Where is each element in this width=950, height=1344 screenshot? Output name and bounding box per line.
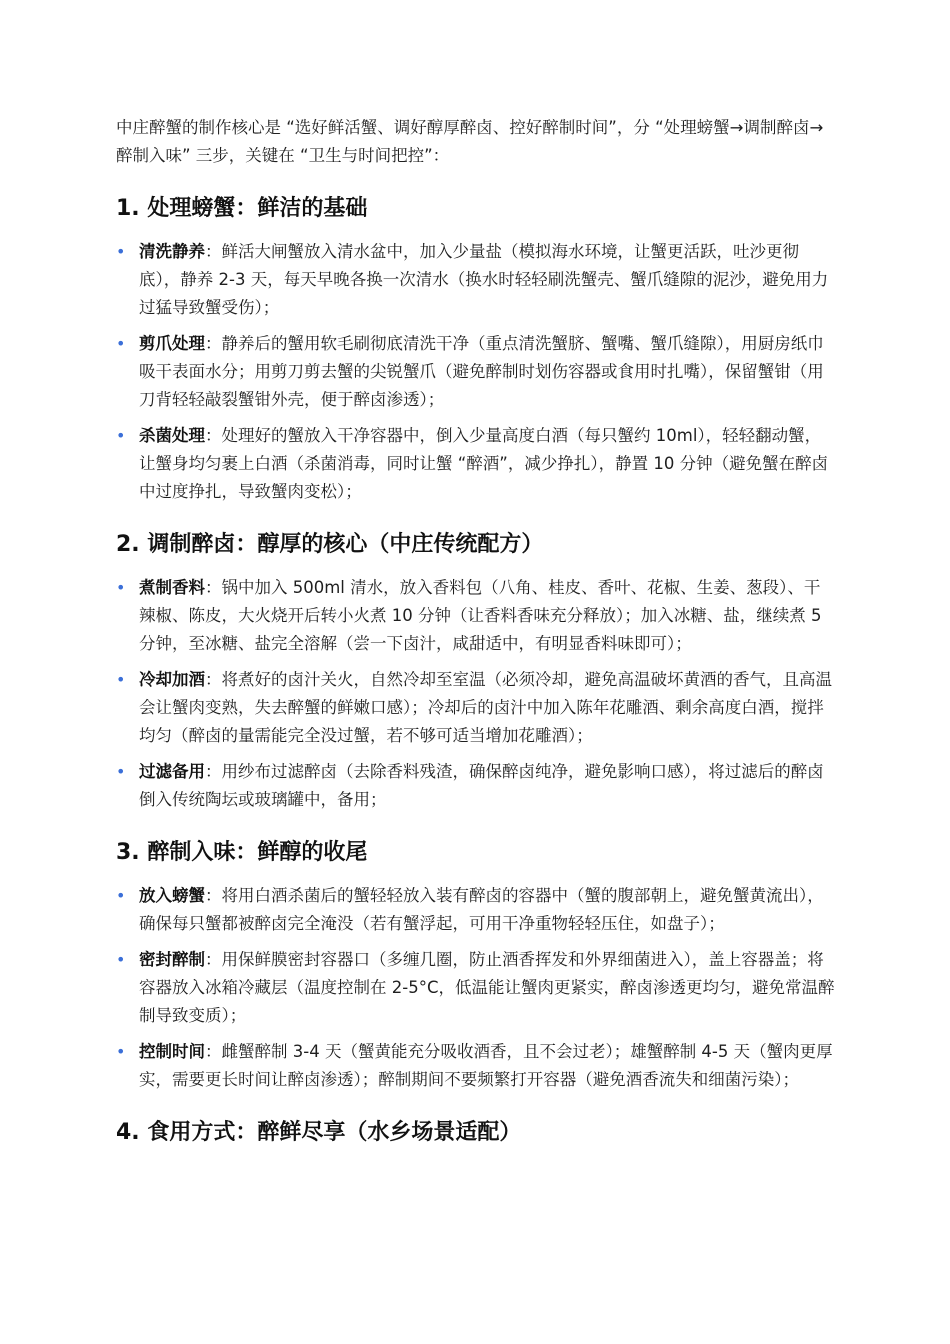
section-list-3 [116, 882, 835, 1094]
list-item [116, 758, 835, 814]
section-heading-4: 4. 食用方式：醉鲜尽享（水乡场景适配） [116, 1120, 522, 1145]
item-term: 杀菌处理 [139, 426, 205, 445]
item-text: ：处理好的蟹放入干净容器中，倒入少量高度白酒（每只蟹约 10ml），轻轻翻动蟹，让蟹身均匀裹上白酒（杀菌消毒，同时让蟹 “醉酒”，减少挣扎），静置 10 分钟（避免蟹在醉卤中过度挣扎，导致蟹肉变松）； [139, 426, 829, 501]
list-item [116, 574, 835, 658]
section-list-2 [116, 574, 835, 814]
list-item [116, 238, 835, 322]
bullet-icon: • [116, 762, 126, 781]
item-text: ：静养后的蟹用软毛刷彻底清洗干净（重点清洗蟹脐、蟹嘴、蟹爪缝隙），用厨房纸巾吸干表面水分；用剪刀剪去蟹的尖锐蟹爪（避免醉制时划伤容器或食用时扎嘴），保留蟹钳（用刀背轻轻敲裂蟹钳外壳，便于醉卤渗透）； [139, 334, 824, 409]
item-term: 放入螃蟹 [139, 886, 205, 905]
bullet-icon: • [116, 426, 126, 445]
item-text: ：用保鲜膜密封容器口（多缠几圈，防止酒香挥发和外界细菌进入），盖上容器盖；将容器放入冰箱冷藏层（温度控制在 2-5°C，低温能让蟹肉更紧实，醉卤渗透更均匀，避免常温醉制导致变质）； [139, 950, 835, 1025]
item-term: 控制时间 [139, 1042, 205, 1061]
section-heading-1: 1. 处理螃蟹：鲜洁的基础 [116, 196, 368, 221]
bullet-icon: • [116, 578, 126, 597]
intro-paragraph: 中庄醉蟹的制作核心是 “选好鲜活蟹、调好醇厚醉卤、控好醉制时间”，分 “处理螃蟹→调制醉卤→醉制入味” 三步，关键在 “卫生与时间把控”： [116, 118, 824, 165]
section-heading-3: 3. 醉制入味：鲜醇的收尾 [116, 840, 368, 865]
item-term: 过滤备用 [139, 762, 205, 781]
item-text: ：雌蟹醉制 3-4 天（蟹黄能充分吸收酒香，且不会过老）；雄蟹醉制 4-5 天（蟹肉更厚实，需要更长时间让醉卤渗透）；醉制期间不要频繁打开容器（避免酒香流失和细菌污染）； [139, 1042, 833, 1089]
item-text: ：将用白酒杀菌后的蟹轻轻放入装有醉卤的容器中（蟹的腹部朝上，避免蟹黄流出），确保每只蟹都被醉卤完全淹没（若有蟹浮起，可用干净重物轻轻压住，如盘子）； [139, 886, 824, 933]
item-term: 清洗静养 [139, 242, 205, 261]
section-list-1 [116, 238, 835, 506]
bullet-icon: • [116, 886, 126, 905]
list-item [116, 882, 835, 938]
section-heading-2: 2. 调制醉卤：醇厚的核心（中庄传统配方） [116, 532, 544, 557]
item-text: ：锅中加入 500ml 清水，放入香料包（八角、桂皮、香叶、花椒、生姜、葱段）、干辣椒、陈皮，大火烧开后转小火煮 10 分钟（让香料香味充分释放）；加入冰糖、盐，继续煮 5 分钟，至冰糖、盐完全溶解（尝一下卤汁，咸甜适中，有明显香料味即可）； [139, 578, 822, 653]
item-text: ：鲜活大闸蟹放入清水盆中，加入少量盐（模拟海水环境，让蟹更活跃，吐沙更彻底），静养 2-3 天，每天早晚各换一次清水（换水时轻轻刷洗蟹壳、蟹爪缝隙的泥沙，避免用力过猛导致蟹受伤）； [139, 242, 829, 317]
item-term: 煮制香料 [139, 578, 205, 597]
item-term: 密封醉制 [139, 950, 205, 969]
list-item [116, 330, 835, 414]
list-item [116, 1038, 835, 1094]
bullet-icon: • [116, 334, 126, 353]
item-text: ：将煮好的卤汁关火，自然冷却至室温（必须冷却，避免高温破坏黄酒的香气，且高温会让蟹肉变熟，失去醉蟹的鲜嫩口感）；冷却后的卤汁中加入陈年花雕酒、剩余高度白酒，搅拌均匀（醉卤的量需能完全没过蟹，若不够可适当增加花雕酒）； [139, 670, 832, 745]
item-text: ：用纱布过滤醉卤（去除香料残渣，确保醉卤纯净，避免影响口感），将过滤后的醉卤倒入传统陶坛或玻璃罐中，备用； [139, 762, 824, 809]
bullet-icon: • [116, 242, 126, 261]
bullet-icon: • [116, 950, 126, 969]
list-item [116, 422, 835, 506]
bullet-icon: • [116, 670, 126, 689]
list-item [116, 946, 835, 1030]
list-item [116, 666, 835, 750]
item-term: 冷却加酒 [139, 670, 205, 689]
bullet-icon: • [116, 1042, 126, 1061]
item-term: 剪爪处理 [139, 334, 205, 353]
